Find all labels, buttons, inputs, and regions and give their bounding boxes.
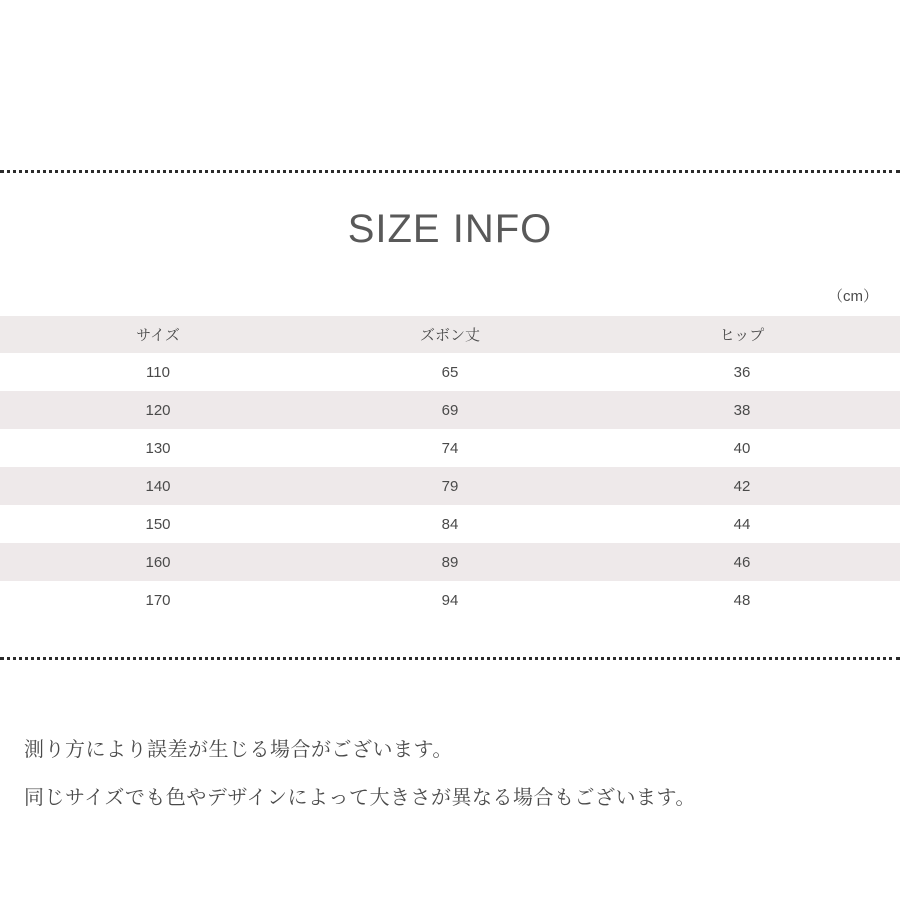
cell-hip: 36 <box>584 353 900 391</box>
cell-pants-length: 69 <box>316 391 584 429</box>
cell-size: 110 <box>0 353 316 391</box>
cell-pants-length: 65 <box>316 353 584 391</box>
table-row <box>0 353 900 391</box>
table-row <box>0 505 900 543</box>
cell-hip: 46 <box>584 543 900 581</box>
cell-size: 150 <box>0 505 316 543</box>
cell-pants-length: 94 <box>316 581 584 619</box>
cell-size: 170 <box>0 581 316 619</box>
cell-hip: 48 <box>584 581 900 619</box>
table-row <box>0 543 900 581</box>
table-header <box>0 316 900 353</box>
note-line-2: 同じサイズでも色やデザインによって大きさが異なる場合もございます。 <box>24 787 696 809</box>
size-table <box>0 316 900 619</box>
divider-bottom <box>0 657 900 660</box>
column-header-pants-length: ズボン丈 <box>316 316 584 353</box>
table-header-row <box>0 316 900 353</box>
cell-pants-length: 84 <box>316 505 584 543</box>
cell-hip: 42 <box>584 467 900 505</box>
cell-size: 130 <box>0 429 316 467</box>
cell-size: 140 <box>0 467 316 505</box>
table-row <box>0 391 900 429</box>
cell-pants-length: 74 <box>316 429 584 467</box>
cell-pants-length: 89 <box>316 543 584 581</box>
table-row <box>0 429 900 467</box>
cell-hip: 44 <box>584 505 900 543</box>
cell-pants-length: 79 <box>316 467 584 505</box>
table-row <box>0 467 900 505</box>
page-title: SIZE INFO <box>347 207 553 251</box>
column-header-size: サイズ <box>0 316 316 353</box>
cell-size: 160 <box>0 543 316 581</box>
column-header-hip: ヒップ <box>584 316 900 353</box>
unit-label: （cm） <box>828 288 878 305</box>
table-row <box>0 581 900 619</box>
notes-section <box>24 740 884 836</box>
cell-size: 120 <box>0 391 316 429</box>
cell-hip: 38 <box>584 391 900 429</box>
table-body <box>0 353 900 619</box>
cell-hip: 40 <box>584 429 900 467</box>
divider-top <box>0 170 900 173</box>
note-line-1: 測り方により誤差が生じる場合がございます。 <box>24 739 453 761</box>
